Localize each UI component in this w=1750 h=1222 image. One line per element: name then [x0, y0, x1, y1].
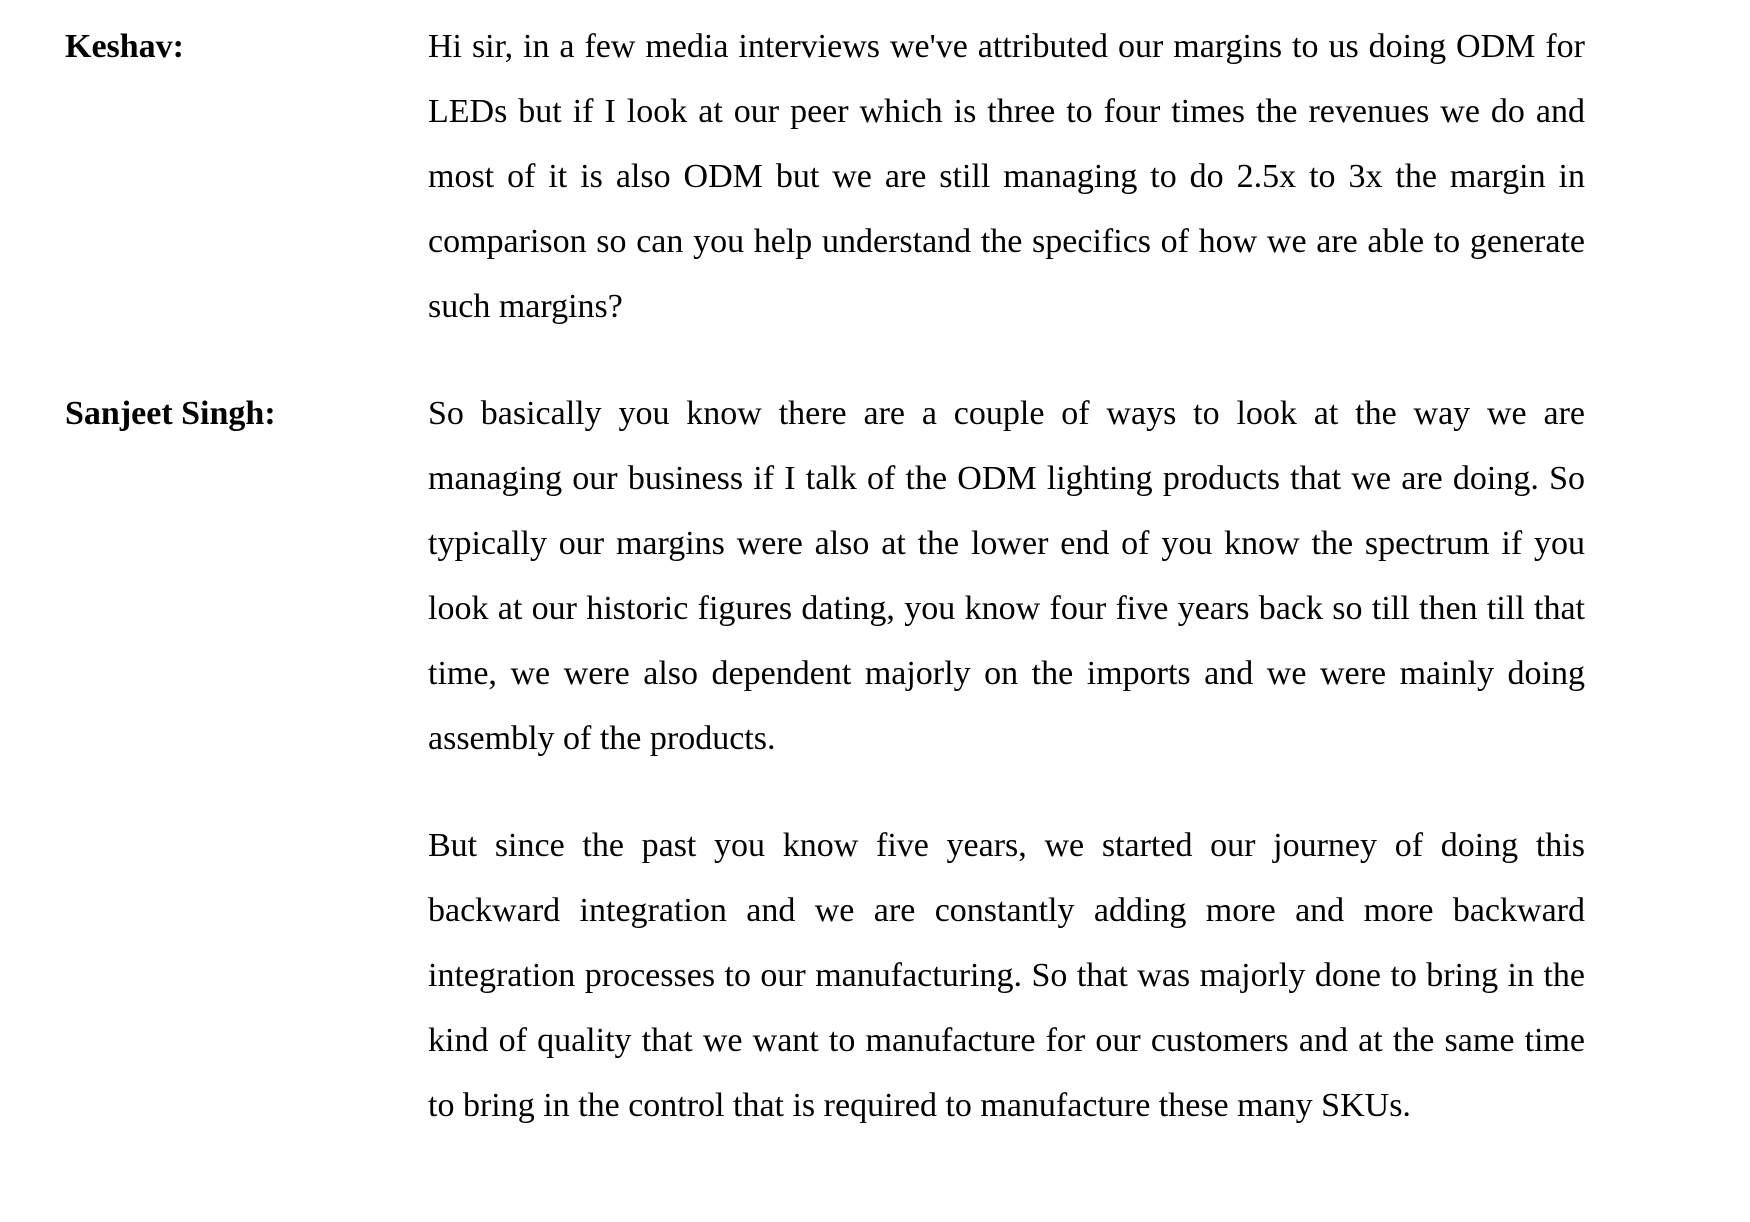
speaker-name: Sanjeet Singh:	[65, 395, 276, 432]
speech-paragraph: So basically you know there are a couple of ways to look at the way we are managing our business if I talk of the ODM lighting products that we are doing. So typically our margins were also at the lower end of you know the spectrum if you look at our historic figures dating, you know four five years back so till then till that time, we were also dependent majorly on the imports and we were mainly doing assembly of the products.	[428, 395, 1585, 757]
speech-paragraph: But since the past you know five years, we started our journey of doing this backward integration and we are constantly adding more and more backward integration processes to our manufacturing. So that was majorly done to bring in the kind of quality that we want to manufacture for our customers and at the same time to bring in the control that is required to manufacture these many SKUs.	[428, 827, 1585, 1124]
speech-paragraph: Hi sir, in a few media interviews we've attributed our margins to us doing ODM for LEDs but if I look at our peer which is three to four times the revenues we do and most of it is also ODM but we are still managing to do 2.5x to 3x the margin in comparison so can you help understand the specifics of how we are able to generate such margins?	[428, 28, 1585, 325]
speaker-name: Keshav:	[65, 28, 184, 65]
